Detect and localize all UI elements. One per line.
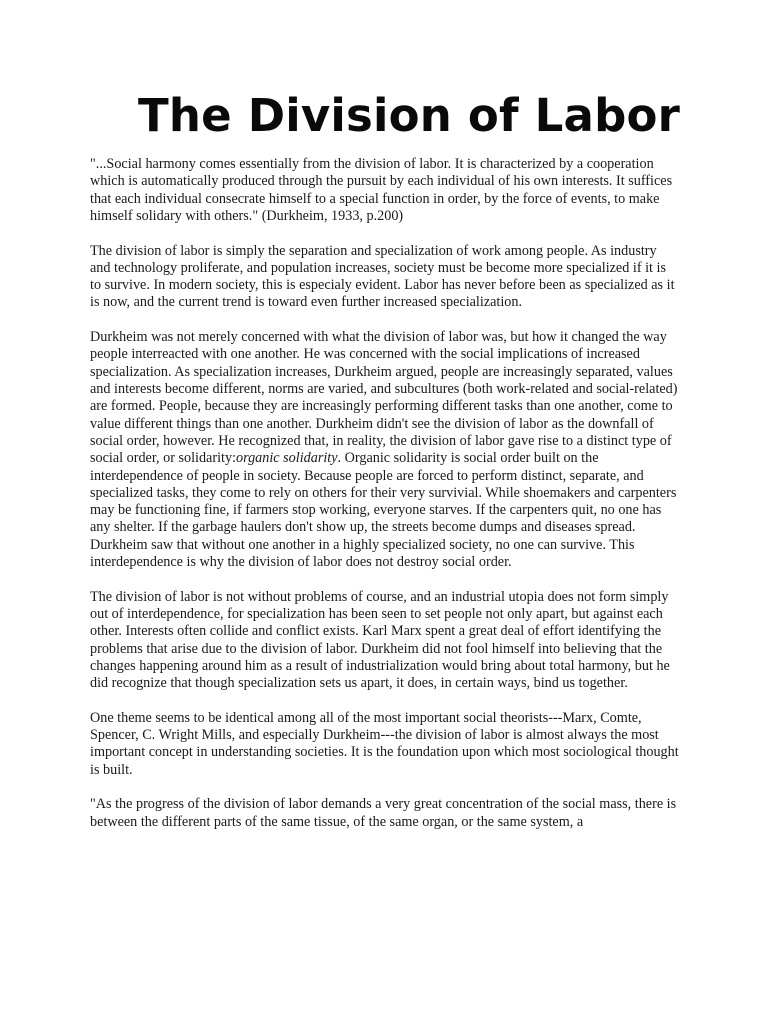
opening-quote: [90, 156, 680, 225]
closing-quote: "As the progress of the division of labor demands a very great concentration of the social mass, there is between the different parts of the same tissue, of the same organ, or the same system, a: [90, 796, 677, 830]
page-title: The Division of Labor: [138, 89, 681, 142]
document-body: [90, 156, 680, 848]
paragraph-durkheim-text-after: . Organic solidarity is social order built on the interdependence of people in society. Because people are forced to perform distinct, separate, and specialized tasks, they come to rely on others for their very survivial. While shoemakers and carpenters may be functioning fine, if farmers stop working, everyone starves. If the carpenters quit, no one has any shelter. If the garbage haulers don't show up, the streets become dumps and diseases spread. Durkheim saw that without one another in a highly specialized society, no one can survive. This interdependence is why the division of labor does not destroy social order.: [90, 450, 677, 571]
paragraph-theorists: One theme seems to be identical among all of the most important social theorists---Marx, Comte, Spencer, C. Wright Mills, and especially Durkheim---the division of labor is almost always the most important concept in understanding societies. It is the foundation upon which most sociological thought is built.: [90, 709, 679, 778]
paragraph-definition: The division of labor is simply the separation and specialization of work among people. As industry and technology proliferate, and population increases, society must be become more specialized if it is to survive. In modern society, this is especialy evident. Labor has never before been as specialized as it is now, and the current trend is toward even further increased specialization.: [90, 242, 675, 311]
paragraph-durkheim-text-before: Durkheim was not merely concerned with what the division of labor was, but how it changed the way people interreacted with one another. He was concerned with the social implications of increased specialization. As specialization increases, Durkheim argued, people are increasingly separated, values and interests become different, norms are varied, and subcultures (both work-related and social-related) are formed. People, because they are increasingly performing different tasks than one another, come to value different things than one another. Durkheim didn't see the division of labor as the downfall of social order, however. He recognized that, in reality, the division of labor gave rise to a distinct type of social order, or solidarity:: [90, 329, 678, 467]
opening-quote-text: "...Social harmony comes essentially from the division of labor. It is characterized by a cooperation which is automatically produced through the pursuit by each individual of his own interests. It suffices that each individual consecrate himself to a special function in order, by the force of events, to make himself solidary with others.": [90, 156, 673, 224]
paragraph-durkheim: [90, 329, 680, 571]
organic-solidarity-emphasis: organic solidarity: [236, 450, 338, 467]
opening-quote-citation: (Durkheim, 1933, p.200): [261, 207, 404, 224]
paragraph-problems: The division of labor is not without problems of course, and an industrial utopia does not form simply out of interdependence, for specialization has been seen to set people not only apart, but against each other. Interests often collide and conflict exists. Karl Marx spent a great deal of effort identifying the problems that arise due to the division of labor. Durkheim did not fool himself into believing that the changes happening around him as a result of industrialization would bring about total harmony, but he did recognize that though specialization sets us apart, it does, in certain ways, bind us together.: [90, 588, 670, 692]
